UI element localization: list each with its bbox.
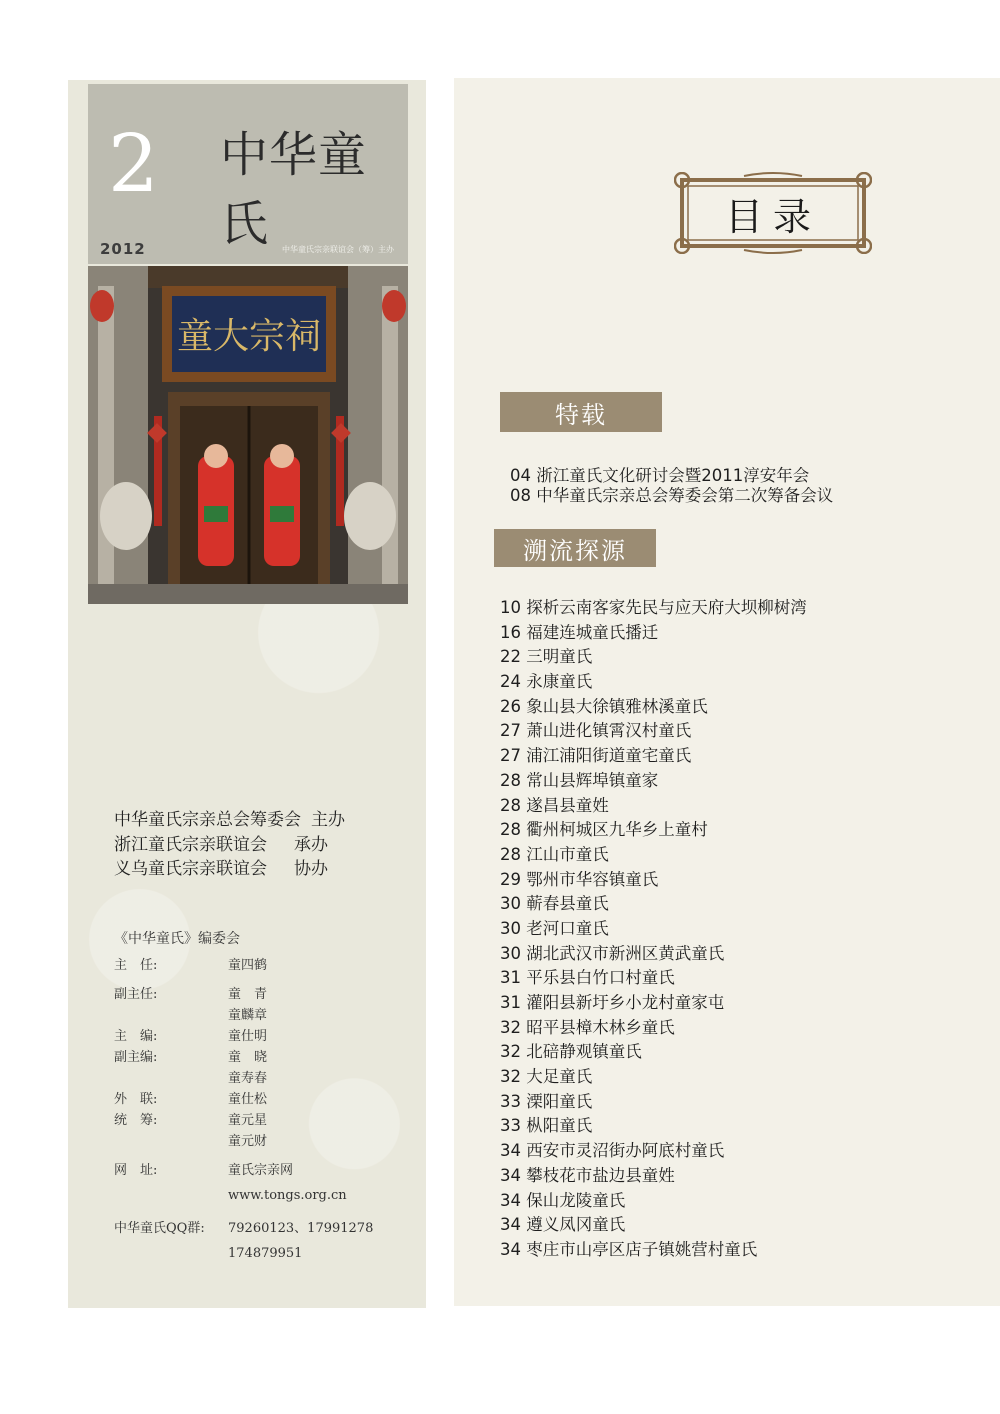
toc-item[interactable]: 31 灌阳县新圩乡小龙村童家屯 xyxy=(500,993,725,1012)
editorial-row xyxy=(114,1188,414,1209)
toc-item[interactable]: 30 老河口童氏 xyxy=(500,918,609,938)
toc-item[interactable]: 33 枞阳童氏 xyxy=(500,1116,593,1136)
editorial-label: 统 筹: xyxy=(114,1113,158,1128)
editorial-row xyxy=(114,1159,414,1180)
toc-item[interactable]: 34 遵义凤冈童氏 xyxy=(500,1215,626,1235)
editorial-row xyxy=(114,1217,414,1238)
editorial-value: 童四鹤 xyxy=(228,958,268,973)
toc-list-special xyxy=(510,466,833,506)
toc-item[interactable]: 28 江山市童氏 xyxy=(500,844,609,864)
editorial-row xyxy=(114,983,414,1004)
editorial-row xyxy=(114,1088,414,1109)
section-header-special: 特载 xyxy=(500,392,662,432)
editorial-row xyxy=(114,1046,414,1067)
toc-item[interactable]: 29 鄂州市华容镇童氏 xyxy=(500,869,659,889)
ancestral-hall-illustration xyxy=(88,266,408,604)
editorial-label: 外 联: xyxy=(114,1092,158,1107)
toc-item[interactable]: 32 大足童氏 xyxy=(500,1067,593,1087)
toc-item[interactable]: 30 湖北武汉市新洲区黄武童氏 xyxy=(500,943,725,963)
toc-item[interactable]: 33 溧阳童氏 xyxy=(500,1091,593,1111)
qq-group-numbers: 79260123、17991278 xyxy=(228,1221,374,1236)
toc-item[interactable]: 34 西安市灵沼街办阿底村童氏 xyxy=(500,1141,725,1161)
editorial-value: 童 晓 xyxy=(228,1050,268,1065)
organizer-line xyxy=(114,857,394,882)
magazine-title: 中华童氏 xyxy=(220,127,368,252)
toc-item[interactable]: 34 枣庄市山亭区店子镇姚营村童氏 xyxy=(500,1239,758,1259)
editorial-row xyxy=(114,1130,414,1151)
plaque-text: 童大宗祠 xyxy=(176,316,322,357)
organizer-role: 协办 xyxy=(294,859,328,879)
editorial-value: 童 青 xyxy=(228,987,268,1002)
qq-group-numbers: 174879951 xyxy=(228,1246,303,1261)
toc-item[interactable]: 32 昭平县樟木林乡童氏 xyxy=(500,1017,675,1037)
website-url: www.tongs.org.cn xyxy=(228,1188,347,1203)
editorial-value: 童寿春 xyxy=(228,1071,268,1086)
editorial-label: 副主编: xyxy=(114,1050,158,1065)
organizer-line xyxy=(114,833,394,858)
editorial-board-title: 《中华童氏》编委会 xyxy=(114,931,240,947)
editorial-board xyxy=(114,928,414,1267)
toc-item[interactable]: 22 三明童氏 xyxy=(500,647,593,667)
toc-item[interactable]: 34 保山龙陵童氏 xyxy=(500,1190,626,1210)
editorial-label: 副主任: xyxy=(114,987,158,1002)
toc-item[interactable]: 04 浙江童氏文化研讨会暨2011淳安年会 xyxy=(510,466,810,485)
toc-item[interactable]: 27 浦江浦阳街道童宅童氏 xyxy=(500,746,692,766)
organizer-name: 浙江童氏宗亲联谊会 xyxy=(114,834,267,855)
editorial-value: 童麟章 xyxy=(228,1008,268,1023)
editorial-row xyxy=(114,1109,414,1130)
toc-item[interactable]: 27 萧山进化镇霄汉村童氏 xyxy=(500,721,692,741)
toc-item[interactable]: 16 福建连城童氏播迁 xyxy=(500,622,659,642)
toc-item[interactable]: 30 蕲春县童氏 xyxy=(500,894,609,914)
editorial-value: 童仕松 xyxy=(228,1092,268,1107)
organizers-block xyxy=(114,808,394,882)
cover-header xyxy=(88,84,408,264)
section-header-origins: 溯流探源 xyxy=(494,529,656,567)
toc-list-origins xyxy=(500,596,807,1263)
toc-title-frame xyxy=(674,172,872,254)
toc-item[interactable]: 28 衢州柯城区九华乡上童村 xyxy=(500,820,708,840)
toc-item[interactable]: 34 攀枝花市盐边县童姓 xyxy=(500,1165,675,1185)
toc-item[interactable]: 24 永康童氏 xyxy=(500,672,593,692)
toc-item[interactable]: 28 遂昌县童姓 xyxy=(500,795,609,815)
editorial-value: 童氏宗亲网 xyxy=(228,1163,294,1178)
editorial-label: 主 任: xyxy=(114,958,158,973)
editorial-label: 网 址: xyxy=(114,1163,158,1178)
editorial-value: 童元财 xyxy=(228,1134,268,1149)
toc-item[interactable]: 31 平乐县白竹口村童氏 xyxy=(500,968,675,988)
toc-item[interactable]: 32 北碚静观镇童氏 xyxy=(500,1042,642,1062)
issue-number: 2 xyxy=(108,117,159,210)
organizer-name: 中华童氏宗亲总会筹委会 xyxy=(114,810,301,830)
cover-year: 2012 xyxy=(100,240,146,258)
editorial-label: 主 编: xyxy=(114,1029,158,1044)
editorial-row xyxy=(114,1067,414,1088)
editorial-label: 中华童氏QQ群: xyxy=(114,1221,205,1236)
toc-item[interactable]: 28 常山县辉埠镇童家 xyxy=(500,770,659,790)
organizer-line xyxy=(114,808,394,833)
editorial-value: 童元星 xyxy=(228,1113,268,1128)
toc-item[interactable]: 26 象山县大徐镇雅林溪童氏 xyxy=(500,696,708,716)
editorial-row xyxy=(114,954,414,975)
editorial-value: 童仕明 xyxy=(228,1029,268,1044)
cover-sponsor-line: 中华童氏宗亲联谊会（筹）主办 xyxy=(282,245,394,254)
editorial-row xyxy=(114,1004,414,1025)
cover-photo-ancestral-hall xyxy=(88,266,408,604)
toc-item[interactable]: 10 探析云南客家先民与应天府大坝柳树湾 xyxy=(500,598,807,617)
organizer-role: 主办 xyxy=(311,810,345,830)
organizer-role: 承办 xyxy=(294,834,328,855)
editorial-row xyxy=(114,1025,414,1046)
toc-title: 目录 xyxy=(724,194,821,239)
editorial-row xyxy=(114,1246,414,1267)
toc-item[interactable]: 08 中华童氏宗亲总会筹委会第二次筹备会议 xyxy=(510,486,834,505)
organizer-name: 义乌童氏宗亲联谊会 xyxy=(114,859,267,879)
